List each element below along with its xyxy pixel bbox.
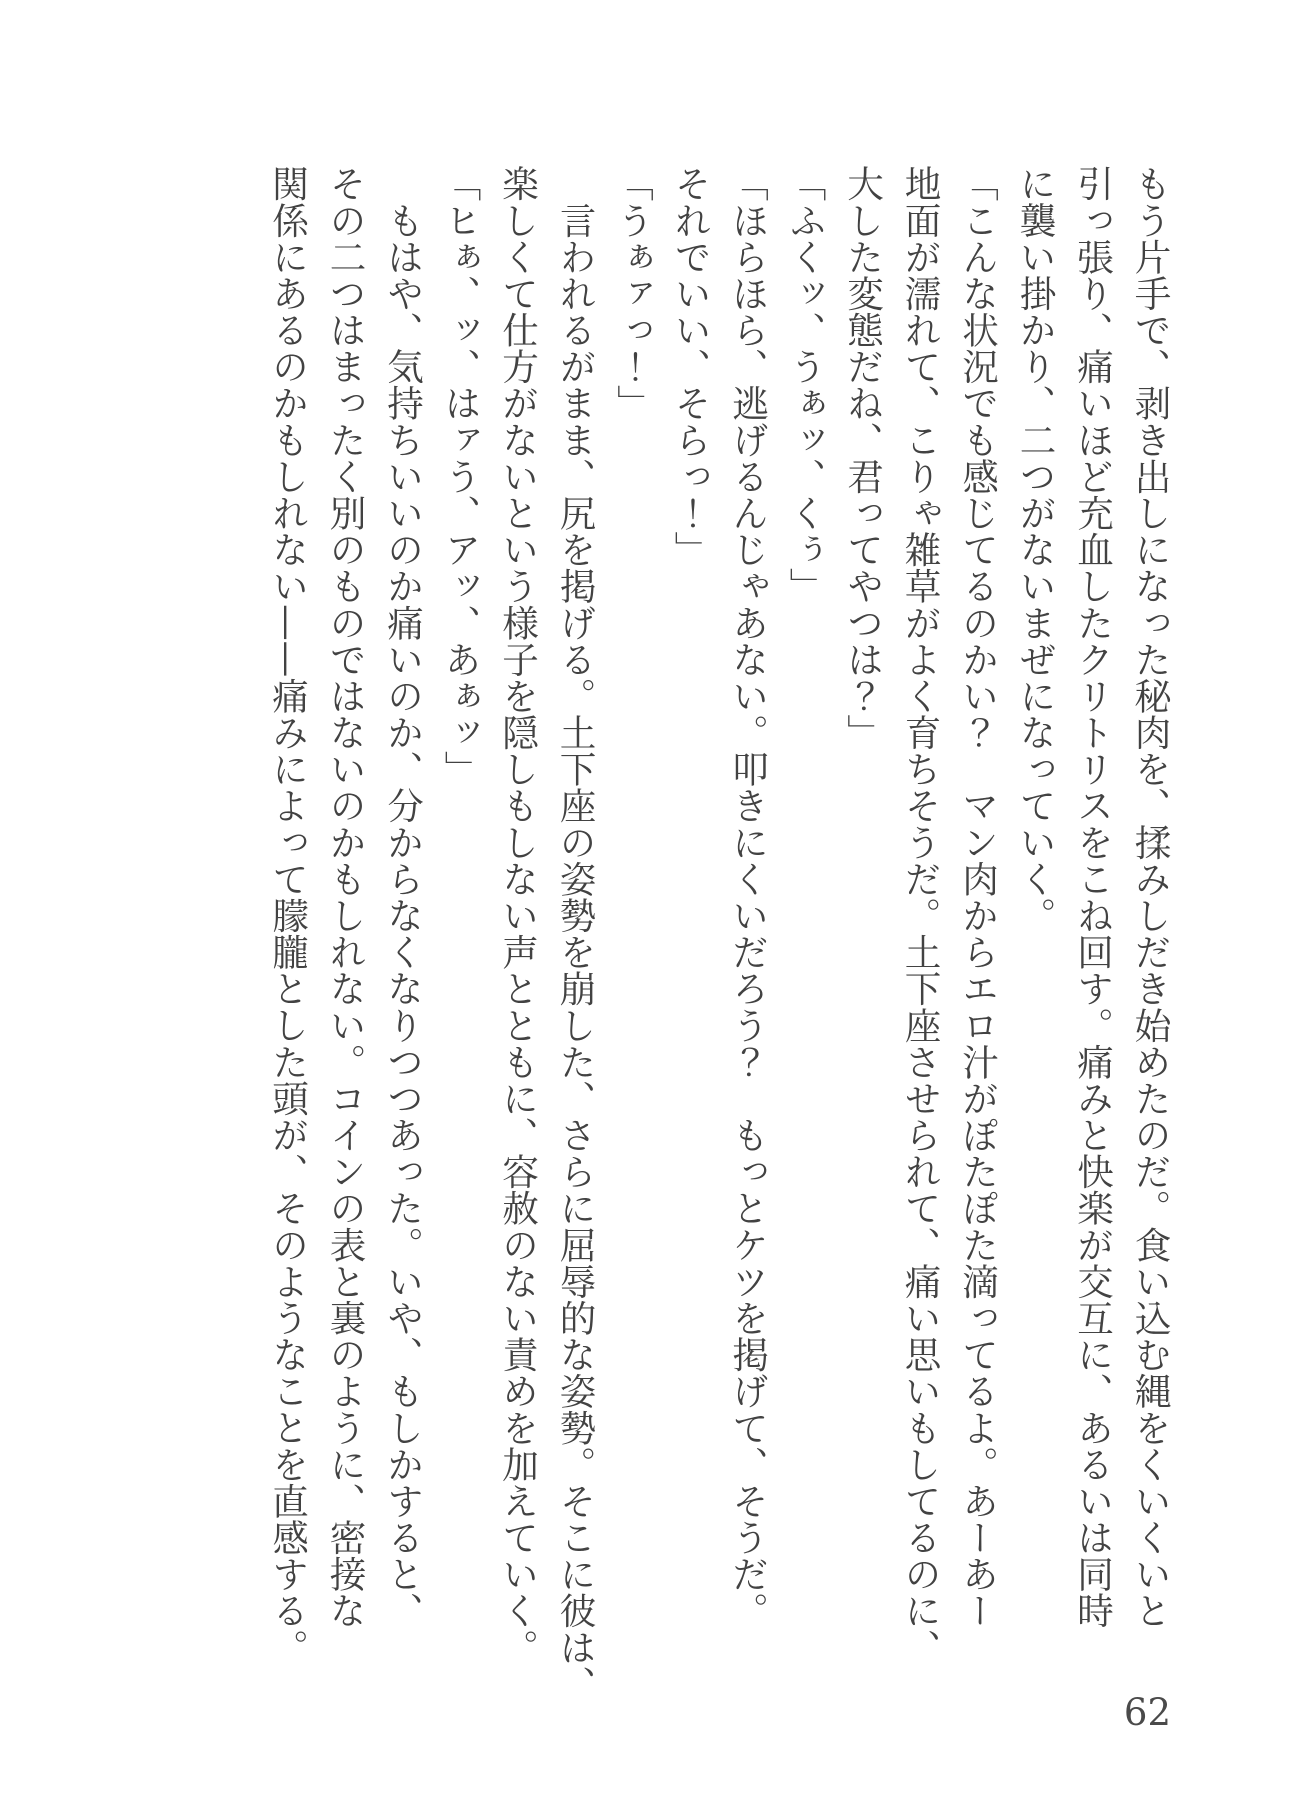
text-column: その二つはまったく別のものではないのかもしれない。コインの表と裏のように、密接な	[324, 165, 367, 1629]
text-column: 「こんな状況でも感じてるのかい？ マン肉からエロ汁がぽたぽた滴ってるよ。あーあー	[956, 165, 1000, 1629]
text-column: 大した変態だね、君ってやつは？」	[841, 165, 885, 751]
text-column: 「ふくッ、うぁッ、くぅ」	[784, 165, 827, 605]
text-column: 「ほらほら、逃げるんじゃあない。叩きにくいだろう？ もっとケツを掲げて、そうだ。	[726, 165, 770, 1629]
text-column: もはや、気持ちいいのか痛いのか、分からなくなりつつあった。いや、もしかすると、	[381, 165, 425, 1629]
text-column: 言われるがまま、尻を掲げる。土下座の姿勢を崩した、さらに屈辱的な姿勢。そこに彼は、	[554, 165, 597, 1702]
text-column: それでいい、そらっ！」	[669, 165, 712, 568]
text-column: 地面が濡れて、こりゃ雑草がよく育ちそうだ。土下座させられて、痛い思いもしてるのに、	[899, 165, 942, 1666]
text-column: 引っ張り、痛いほど充血したクリトリスをこね回す。痛みと快楽が交互に、あるいは同時	[1071, 165, 1115, 1629]
text-column: 楽しくて仕方がないという様子を隠しもしない声とともに、容赦のない責めを加えていく。	[496, 165, 540, 1666]
page-number: 62	[1123, 1691, 1171, 1734]
body-text-vertical	[259, 165, 1179, 1702]
text-column: 「ヒぁ、ッ、はァう、アッ、あぁッ」	[439, 165, 482, 788]
text-column: に襲い掛かり、二つがないまぜになっていく。	[1014, 165, 1057, 934]
text-column: 関係にあるのかもしれない——痛みによって朦朧とした頭が、そのようなことを直感する。	[266, 165, 310, 1666]
text-column: もう片手で、剥き出しになった秘肉を、揉みしだき始めたのだ。食い込む縄をくいくいと	[1129, 165, 1172, 1629]
text-column: 「うぁァっ！」	[611, 165, 655, 422]
